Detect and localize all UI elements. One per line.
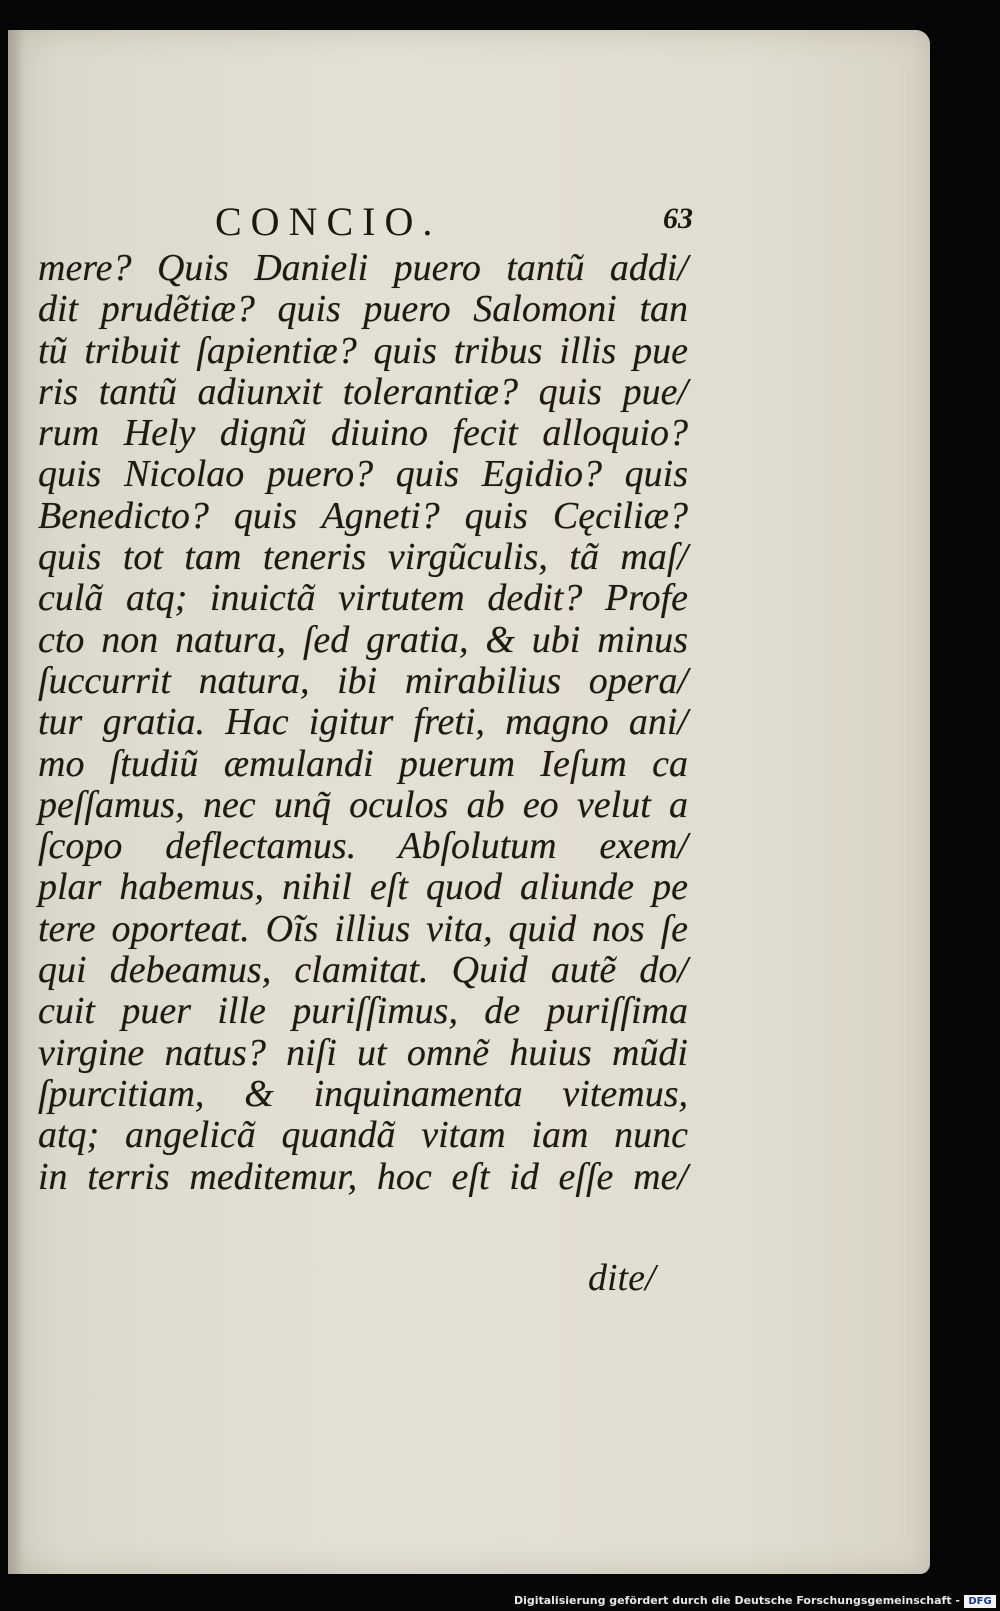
running-title: CONCIO. xyxy=(215,199,442,244)
text-line: tur gratia. Hac igitur freti, magno ani/ xyxy=(38,701,688,744)
text-line: Benedicto? quis Agneti? quis Cęciliæ? xyxy=(38,494,688,537)
digitization-credit: Digitalisierung gefördert durch die Deutsche Forschungsgemeinschaft - xyxy=(513,1594,960,1607)
page-number: 63 xyxy=(663,202,693,235)
body-text xyxy=(38,248,688,1198)
dfg-logo: DFG xyxy=(964,1595,996,1608)
text-line: culã atq; inuictã virtutem dedit? Profe xyxy=(38,577,688,620)
text-line: ſuccurrit natura, ibi mirabilius opera/ xyxy=(38,659,688,702)
text-line: rum Hely dignũ diuino fecit alloquio? xyxy=(38,412,688,455)
text-line: peſſamus, nec unq̃ oculos ab eo velut a xyxy=(38,783,688,826)
text-line: ſcopo deflectamus. Abſolutum exem/ xyxy=(38,825,688,868)
text-line: cuit puer ille puriſſimus, de puriſſima xyxy=(38,990,688,1033)
text-line: quis tot tam teneris virgũculis, tã maſ/ xyxy=(38,536,688,579)
catchword: dite/ xyxy=(588,1257,656,1299)
text-line: ſpurcitiam, & inquinamenta vitemus, xyxy=(38,1072,688,1115)
text-line: virgine natus? niſi ut omnẽ huius mũdi xyxy=(38,1031,688,1074)
text-line: dit prudẽtiæ? quis puero Salomoni tan xyxy=(38,288,688,331)
book-page xyxy=(8,30,930,1574)
text-line: mo ſtudiũ æmulandi puerum Ieſum ca xyxy=(38,742,688,785)
text-line: qui debeamus, clamitat. Quid autẽ do/ xyxy=(38,949,688,992)
text-line: cto non natura, ſed gratia, & ubi minus xyxy=(38,618,688,661)
text-line: in terris meditemur, hoc eſt id eſſe me/ xyxy=(38,1155,688,1198)
text-line: plar habemus, nihil eſt quod aliunde pe xyxy=(38,866,688,909)
text-line: tere oporteat. Oĩs illius vita, quid nos ſe xyxy=(38,907,688,950)
text-line: mere? Quis Danieli puero tantũ addi/ xyxy=(38,247,688,289)
text-line: tũ tribuit ſapientiæ? quis tribus illis pue xyxy=(38,329,688,372)
text-line: ris tantũ adiunxit tolerantiæ? quis pue/ xyxy=(38,370,688,413)
text-line: quis Nicolao puero? quis Egidio? quis xyxy=(38,453,688,496)
text-line: atq; angelicã quandã vitam iam nunc xyxy=(38,1114,688,1157)
